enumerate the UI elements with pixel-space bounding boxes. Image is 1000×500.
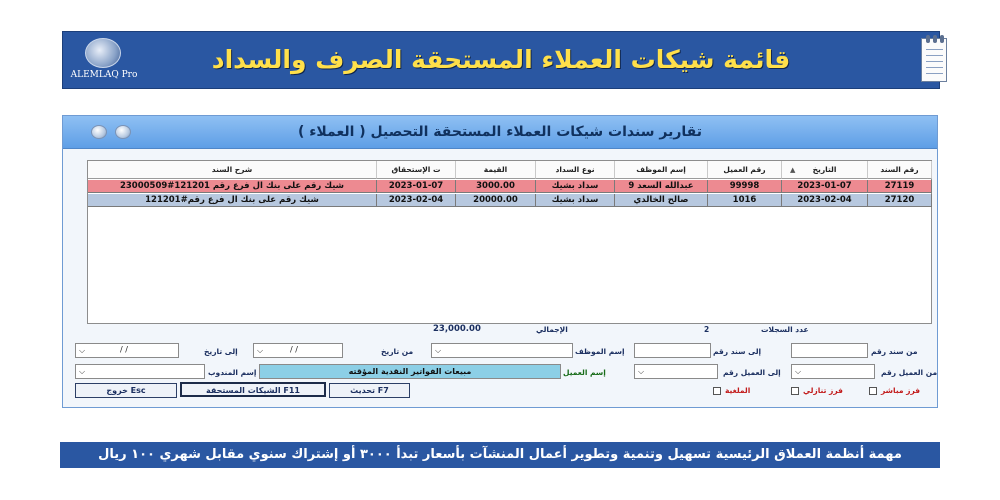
col-header-due-date[interactable]: ت الإستحقاق <box>377 161 456 179</box>
records-count-label: عدد السجلات <box>761 325 809 334</box>
cancelled-checkbox[interactable] <box>713 387 721 395</box>
to-date-value: / / <box>120 345 128 354</box>
client-name-field[interactable]: مبيعات الفواتير النقدية المؤقته <box>259 364 561 379</box>
table-cell[interactable]: صالح الخالدي <box>615 194 708 207</box>
table-cell[interactable]: 1016 <box>708 194 782 207</box>
col-header-date-label: التاريخ <box>812 165 837 174</box>
direct-sort-label: فرز مباشر <box>881 386 921 395</box>
table-cell[interactable]: 2023-02-04 <box>377 194 456 207</box>
desc-sort-label: فرز تنازلي <box>803 386 843 395</box>
table-cell[interactable]: 27120 <box>868 194 932 207</box>
table-cell[interactable]: 3000.00 <box>456 180 536 193</box>
exit-button[interactable]: خروج Esc <box>75 383 177 398</box>
total-value: 23,000.00 <box>433 324 481 334</box>
cancelled-label: الملغية <box>725 386 751 395</box>
refresh-button[interactable]: تحديث F7 <box>329 383 410 398</box>
to-voucher-label: إلى سند رقم <box>713 347 762 356</box>
direct-sort-checkbox[interactable] <box>869 387 877 395</box>
banner-title: قائمة شيكات العملاء المستحقة الصرف والسداد <box>211 45 791 74</box>
from-client-select[interactable] <box>791 364 875 379</box>
employee-label: إسم الموظف <box>575 347 625 356</box>
report-window <box>62 115 938 408</box>
table-cell[interactable]: سداد بشيك <box>536 194 615 207</box>
col-header-date[interactable] <box>782 161 868 179</box>
chevron-down-icon: ⌵ <box>256 346 264 355</box>
rep-name-label: إسم المندوب <box>208 368 257 377</box>
from-voucher-input[interactable] <box>791 343 868 358</box>
window-title-bar[interactable] <box>63 116 937 149</box>
chevron-down-icon: ⌵ <box>637 367 645 376</box>
from-date-label: من تاريخ <box>381 347 414 356</box>
table-cell[interactable]: شيك رقم على بنك ال فرع رقم#121201 <box>88 194 377 207</box>
table-cell[interactable]: عبدالله السعد 9 <box>615 180 708 193</box>
employee-select[interactable] <box>431 343 573 358</box>
window-title: تقارير سندات شيكات العملاء المستحقة التحصيل ( العملاء ) <box>298 124 702 140</box>
col-header-payment-type[interactable]: نوع السداد <box>536 161 615 179</box>
table-cell[interactable]: 27119 <box>868 180 932 193</box>
from-voucher-label: من سند رقم <box>871 347 918 356</box>
from-date-field[interactable] <box>253 343 343 358</box>
due-checks-button[interactable]: الشيكات المستحقة F11 <box>180 382 326 397</box>
total-label: الإجمالي <box>536 325 568 334</box>
table-cell[interactable]: 2023-02-04 <box>782 194 868 207</box>
logo-text: ALEMLAQ Pro <box>70 70 138 80</box>
desc-sort-checkbox[interactable] <box>791 387 799 395</box>
notepad-icon <box>921 38 947 82</box>
col-header-employee[interactable]: إسم الموظف <box>615 161 708 179</box>
table-cell[interactable]: شيك رقم على بنك ال فرع رقم 121201#23000509 <box>88 180 377 193</box>
sort-triangle-up-icon: ▲ <box>790 166 796 174</box>
client-name-label: إسم العميل <box>563 368 606 377</box>
chevron-down-icon: ⌵ <box>78 346 86 355</box>
col-header-value[interactable]: القيمة <box>456 161 536 179</box>
from-date-value: / / <box>290 345 298 354</box>
table-cell[interactable]: 99998 <box>708 180 782 193</box>
table-cell[interactable]: 2023-01-07 <box>782 180 868 193</box>
top-banner <box>62 31 940 89</box>
to-client-select[interactable] <box>634 364 718 379</box>
records-count-value: 2 <box>704 325 710 334</box>
to-client-label: إلى العميل رقم <box>723 368 781 377</box>
to-voucher-input[interactable] <box>634 343 711 358</box>
checks-grid[interactable] <box>87 160 932 324</box>
col-header-voucher-no[interactable]: رقم السند <box>868 161 932 179</box>
footer-text: مهمة أنظمة العملاق الرئيسية تسهيل وتنمية وتطوير أعمال المنشآت بأسعار تبدأ ٣٠٠٠ أو إشتراك سنوي مقابل شهري ١٠٠ ريال <box>98 447 902 462</box>
table-cell[interactable]: 20000.00 <box>456 194 536 207</box>
chevron-down-icon: ⌵ <box>434 346 442 355</box>
to-date-label: إلى تاريخ <box>204 347 238 356</box>
col-header-client-no[interactable]: رقم العميل <box>708 161 782 179</box>
rep-name-select[interactable] <box>75 364 205 379</box>
chevron-down-icon: ⌵ <box>78 367 86 376</box>
chevron-down-icon: ⌵ <box>794 367 802 376</box>
footer-banner <box>60 442 940 468</box>
to-date-field[interactable] <box>75 343 179 358</box>
table-cell[interactable]: سداد بشيك <box>536 180 615 193</box>
col-header-description[interactable]: شرح السند <box>88 161 377 179</box>
table-cell[interactable]: 2023-01-07 <box>377 180 456 193</box>
from-client-label: من العميل رقم <box>881 368 938 377</box>
